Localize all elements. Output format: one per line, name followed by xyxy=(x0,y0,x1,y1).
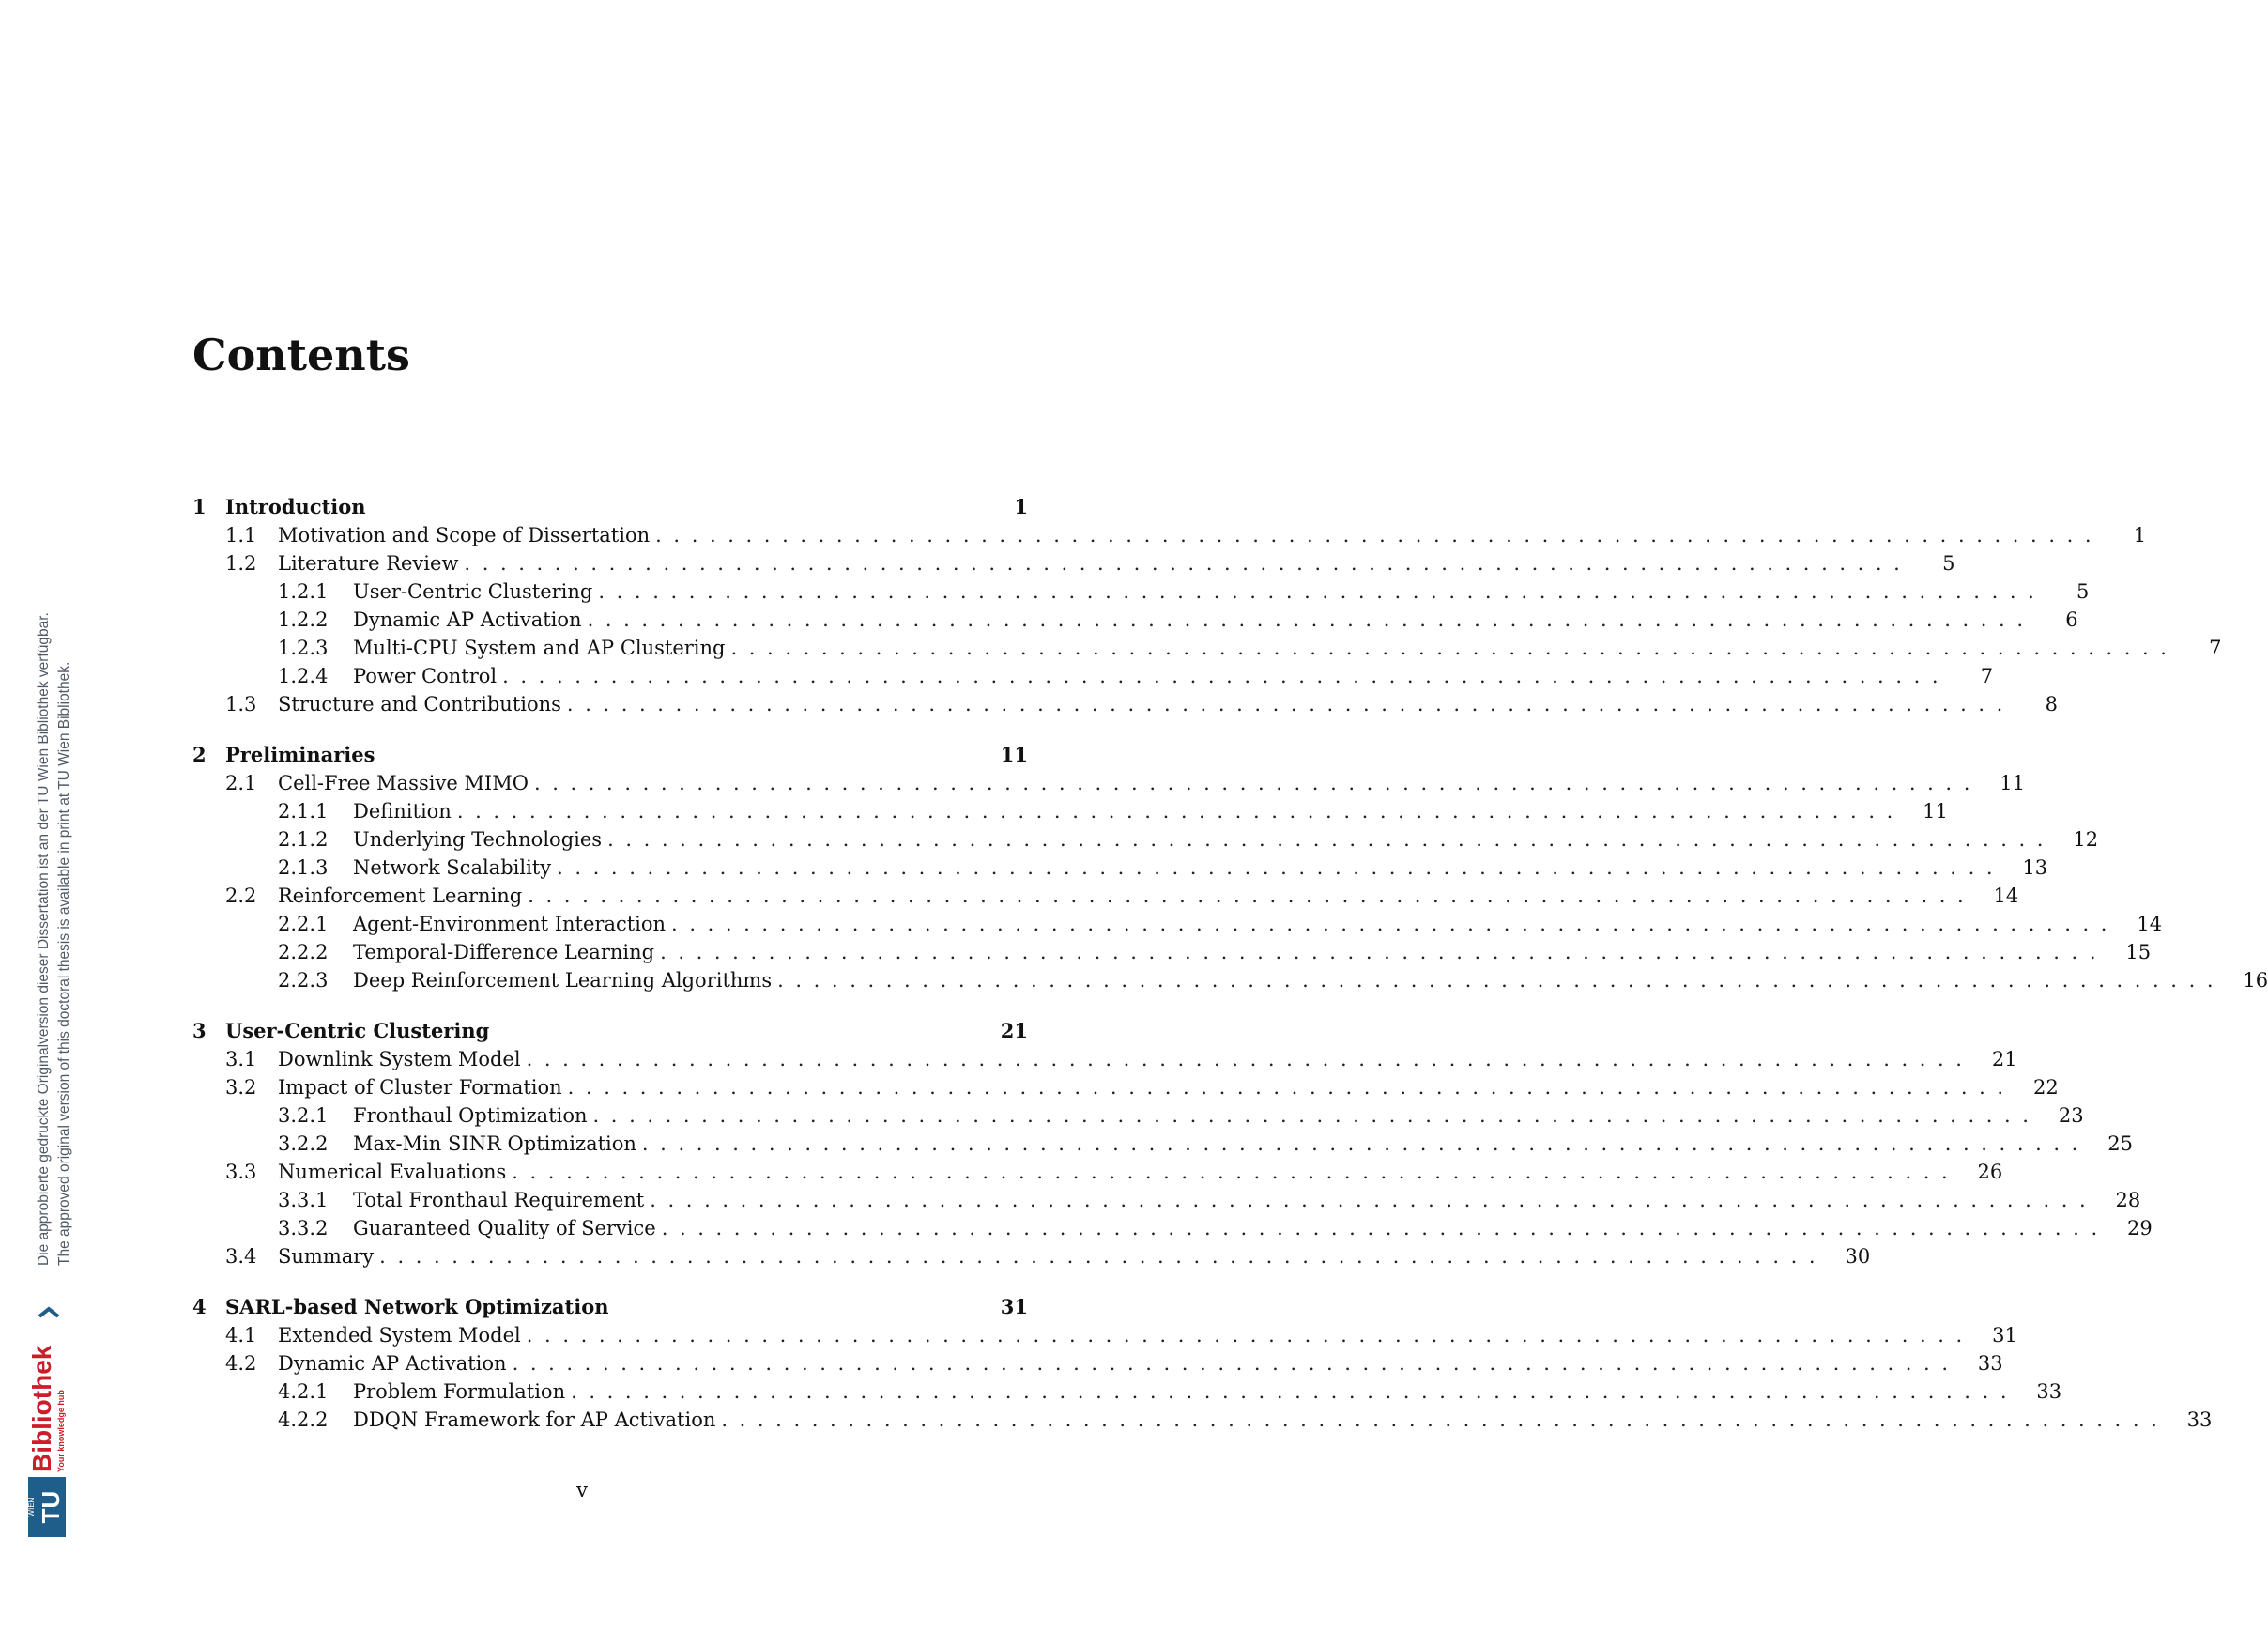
toc-section-entry[interactable] xyxy=(192,882,2019,910)
entry-number: 4.2 xyxy=(225,1352,257,1375)
side-watermark xyxy=(26,496,83,1538)
toc-section-entry[interactable] xyxy=(192,1349,2003,1378)
toc-section-entry[interactable] xyxy=(192,769,2025,797)
entry-page: 7 xyxy=(1980,665,1994,687)
toc-subsection-entry[interactable] xyxy=(192,1406,2213,1434)
chapter-page: 31 xyxy=(1000,1295,1028,1318)
entry-title: Underlying Technologies xyxy=(353,828,603,851)
entry-number: 1.2 xyxy=(225,552,257,575)
toc-subsection-entry[interactable] xyxy=(192,1130,2133,1158)
entry-page: 5 xyxy=(2076,580,2090,603)
toc-subsection-entry[interactable] xyxy=(192,1101,2084,1130)
entry-title: Power Control xyxy=(353,665,498,687)
dot-leader: ................................................................................ xyxy=(512,1161,1960,1183)
entry-page: 16 xyxy=(2243,969,2268,992)
entry-page: 26 xyxy=(1977,1161,2003,1183)
dot-leader: ................................................................................ xyxy=(721,1408,2169,1431)
entry-number: 3.1 xyxy=(225,1048,257,1070)
toc-chapter xyxy=(192,741,2268,994)
toc-section-entry[interactable] xyxy=(192,690,2058,718)
toc-subsection-entry[interactable] xyxy=(192,854,2048,882)
entry-page: 8 xyxy=(2045,693,2058,716)
toc-subsection-entry[interactable] xyxy=(192,797,1948,825)
entry-page: 12 xyxy=(2073,828,2099,851)
entry-page: 23 xyxy=(2058,1104,2084,1127)
toc-section-entry[interactable] xyxy=(192,521,2147,549)
entry-number: 1.2.3 xyxy=(278,637,329,659)
entry-number: 1.2.1 xyxy=(278,580,329,603)
entry-title: Problem Formulation xyxy=(353,1380,566,1403)
chapter-number: 3 xyxy=(192,1019,207,1042)
dot-leader: ................................................................................ xyxy=(379,1245,1828,1268)
entry-title: Literature Review xyxy=(278,552,459,575)
entry-page: 14 xyxy=(1993,885,2019,907)
dot-leader: ................................................................................ xyxy=(655,524,2104,546)
dot-leader: ................................................................................ xyxy=(592,1104,2041,1127)
dot-leader: ................................................................................ xyxy=(526,1048,1974,1070)
entry-number: 3.3.1 xyxy=(278,1189,329,1211)
dot-leader: ................................................................................ xyxy=(641,1132,2090,1155)
toc-chapter xyxy=(192,1017,2153,1270)
toc-subsection-entry[interactable] xyxy=(192,577,2090,606)
entry-page: 5 xyxy=(1942,552,1955,575)
dot-leader: ................................................................................ xyxy=(650,1189,2098,1211)
toc-section-entry[interactable] xyxy=(192,549,1955,577)
toc-subsection-entry[interactable] xyxy=(192,634,2222,662)
watermark-line-german: Die approbierte gedruckte Originalversion dieser Dissertation ist an der TU Wien Bibliothek verfügbar. xyxy=(36,612,52,1266)
dot-leader: ................................................................................ xyxy=(598,580,2046,603)
entry-title: Reinforcement Learning xyxy=(278,885,523,907)
entry-page: 13 xyxy=(2022,856,2048,879)
dot-leader: ................................................................................ xyxy=(661,1217,2109,1239)
entry-number: 4.2.2 xyxy=(278,1408,329,1431)
dot-leader: ................................................................................ xyxy=(607,828,2056,851)
entry-page: 11 xyxy=(2000,772,2025,794)
chapter-number: 1 xyxy=(192,495,207,518)
table-of-contents xyxy=(192,493,2268,1456)
entry-number: 3.4 xyxy=(225,1245,257,1268)
chapter-page: 11 xyxy=(1000,743,1028,766)
dot-leader: ................................................................................ xyxy=(512,1352,1960,1375)
entry-page: 31 xyxy=(1992,1324,2017,1347)
entry-title: Extended System Model xyxy=(278,1324,521,1347)
entry-title: Temporal-Difference Learning xyxy=(353,941,655,963)
chapter-title: Preliminaries xyxy=(225,743,375,766)
toc-subsection-entry[interactable] xyxy=(192,606,2078,634)
chapter-title: Introduction xyxy=(225,495,366,518)
entry-title: Max-Min SINR Optimization xyxy=(353,1132,636,1155)
entry-title: Numerical Evaluations xyxy=(278,1161,507,1183)
toc-section-entry[interactable] xyxy=(192,1045,2017,1073)
entry-title: Network Scalability xyxy=(353,856,552,879)
dot-leader: ................................................................................ xyxy=(660,941,2108,963)
entry-title: Deep Reinforcement Learning Algorithms xyxy=(353,969,773,992)
entry-page: 15 xyxy=(2125,941,2152,963)
entry-page: 30 xyxy=(1845,1245,1871,1268)
entry-number: 4.2.1 xyxy=(278,1380,329,1403)
logo-tu: TU xyxy=(37,1490,65,1524)
entry-page: 14 xyxy=(2137,913,2163,935)
toc-subsection-entry[interactable] xyxy=(192,825,2099,854)
entry-title: Guaranteed Quality of Service xyxy=(353,1217,656,1239)
entry-page: 1 xyxy=(2133,524,2147,546)
dot-leader: ................................................................................ xyxy=(730,637,2179,659)
entry-number: 2.1 xyxy=(225,772,257,794)
dot-leader: ................................................................................ xyxy=(571,1380,2019,1403)
entry-number: 2.2.2 xyxy=(278,941,329,963)
chapter-page: 21 xyxy=(1000,1019,1028,1042)
entry-number: 2.2.1 xyxy=(278,913,329,935)
toc-subsection-entry[interactable] xyxy=(192,1186,2141,1214)
toc-chapter-entry[interactable] xyxy=(192,1017,1028,1045)
toc-subsection-entry[interactable] xyxy=(192,910,2163,938)
toc-chapter-entry[interactable] xyxy=(192,1293,1028,1321)
dot-leader: ................................................................................ xyxy=(502,665,1951,687)
entry-page: 11 xyxy=(1923,800,1948,823)
page-number: v xyxy=(576,1479,588,1501)
entry-page: 21 xyxy=(1991,1048,2017,1070)
entry-title: Dynamic AP Activation xyxy=(353,608,582,631)
entry-title: Impact of Cluster Formation xyxy=(278,1076,562,1099)
entry-title: Agent-Environment Interaction xyxy=(353,913,667,935)
entry-number: 3.3.2 xyxy=(278,1217,329,1239)
chapter-number: 2 xyxy=(192,743,207,766)
toc-chapter-entry[interactable] xyxy=(192,741,1028,769)
entry-title: DDQN Framework for AP Activation xyxy=(353,1408,716,1431)
toc-chapter xyxy=(192,493,2222,718)
entry-title: Summary xyxy=(278,1245,375,1268)
entry-title: Multi-CPU System and AP Clustering xyxy=(353,637,726,659)
entry-number: 3.2 xyxy=(225,1076,257,1099)
entry-number: 2.1.1 xyxy=(278,800,329,823)
toc-subsection-entry[interactable] xyxy=(192,662,1994,690)
entry-number: 2.1.2 xyxy=(278,828,329,851)
entry-title: Cell-Free Massive MIMO xyxy=(278,772,529,794)
toc-subsection-entry[interactable] xyxy=(192,938,2152,966)
dot-leader: ................................................................................ xyxy=(456,800,1905,823)
entry-title: Motivation and Scope of Dissertation xyxy=(278,524,651,546)
toc-section-entry[interactable] xyxy=(192,1242,1871,1270)
entry-page: 22 xyxy=(2032,1076,2059,1099)
toc-chapter xyxy=(192,1293,2213,1434)
logo-chevron-icon xyxy=(39,1309,58,1316)
chapter-page: 1 xyxy=(1014,495,1028,518)
logo-wien: WIEN xyxy=(27,1497,36,1517)
entry-title: Definition xyxy=(353,800,452,823)
toc-subsection-entry[interactable] xyxy=(192,1214,2153,1242)
chapter-title: User-Centric Clustering xyxy=(225,1019,490,1042)
toc-subsection-entry[interactable] xyxy=(192,1378,2062,1406)
toc-subsection-entry[interactable] xyxy=(192,966,2268,994)
dot-leader: ................................................................................ xyxy=(464,552,1912,575)
entry-number: 4.1 xyxy=(225,1324,257,1347)
entry-page: 7 xyxy=(2209,637,2222,659)
entry-number: 2.2 xyxy=(225,885,257,907)
entry-page: 28 xyxy=(2115,1189,2141,1211)
dot-leader: ................................................................................ xyxy=(777,969,2226,992)
logo-tagline: Your knowledge hub xyxy=(56,1390,66,1472)
page-title: Contents xyxy=(192,330,410,380)
entry-number: 2.1.3 xyxy=(278,856,329,879)
logo-bibliothek: Bibliothek xyxy=(27,1345,56,1472)
toc-section-entry[interactable] xyxy=(192,1073,2059,1101)
entry-title: Fronthaul Optimization xyxy=(353,1104,588,1127)
entry-number: 1.2.2 xyxy=(278,608,329,631)
watermark-line-english: The approved original version of this doctoral thesis is available in print at TU Wien Bibliothek. xyxy=(56,661,72,1266)
dot-leader: ................................................................................ xyxy=(567,1076,2015,1099)
entry-title: Total Fronthaul Requirement xyxy=(353,1189,645,1211)
entry-title: Dynamic AP Activation xyxy=(278,1352,507,1375)
entry-number: 3.2.2 xyxy=(278,1132,329,1155)
entry-page: 33 xyxy=(1977,1352,2003,1375)
entry-page: 33 xyxy=(2036,1380,2062,1403)
entry-number: 3.2.1 xyxy=(278,1104,329,1127)
dot-leader: ................................................................................ xyxy=(533,772,1982,794)
entry-number: 1.3 xyxy=(225,693,257,716)
chapter-title: SARL-based Network Optimization xyxy=(225,1295,609,1318)
chapter-number: 4 xyxy=(192,1295,207,1318)
dot-leader: ................................................................................ xyxy=(526,1324,1974,1347)
toc-section-entry[interactable] xyxy=(192,1321,2017,1349)
entry-title: User-Centric Clustering xyxy=(353,580,593,603)
dot-leader: ................................................................................ xyxy=(528,885,1976,907)
dot-leader: ................................................................................ xyxy=(671,913,2120,935)
entry-number: 1.2.4 xyxy=(278,665,329,687)
entry-number: 3.3 xyxy=(225,1161,257,1183)
toc-section-entry[interactable] xyxy=(192,1158,2003,1186)
entry-page: 6 xyxy=(2065,608,2078,631)
dot-leader: ................................................................................ xyxy=(587,608,2035,631)
entry-page: 25 xyxy=(2107,1132,2133,1155)
entry-page: 33 xyxy=(2186,1408,2213,1431)
dot-leader: ................................................................................ xyxy=(566,693,2015,716)
entry-page: 29 xyxy=(2127,1217,2153,1239)
entry-title: Downlink System Model xyxy=(278,1048,521,1070)
toc-chapter-entry[interactable] xyxy=(192,493,1028,521)
dot-leader: ................................................................................ xyxy=(557,856,2005,879)
entry-number: 1.1 xyxy=(225,524,257,546)
entry-number: 2.2.3 xyxy=(278,969,329,992)
entry-title: Structure and Contributions xyxy=(278,693,561,716)
